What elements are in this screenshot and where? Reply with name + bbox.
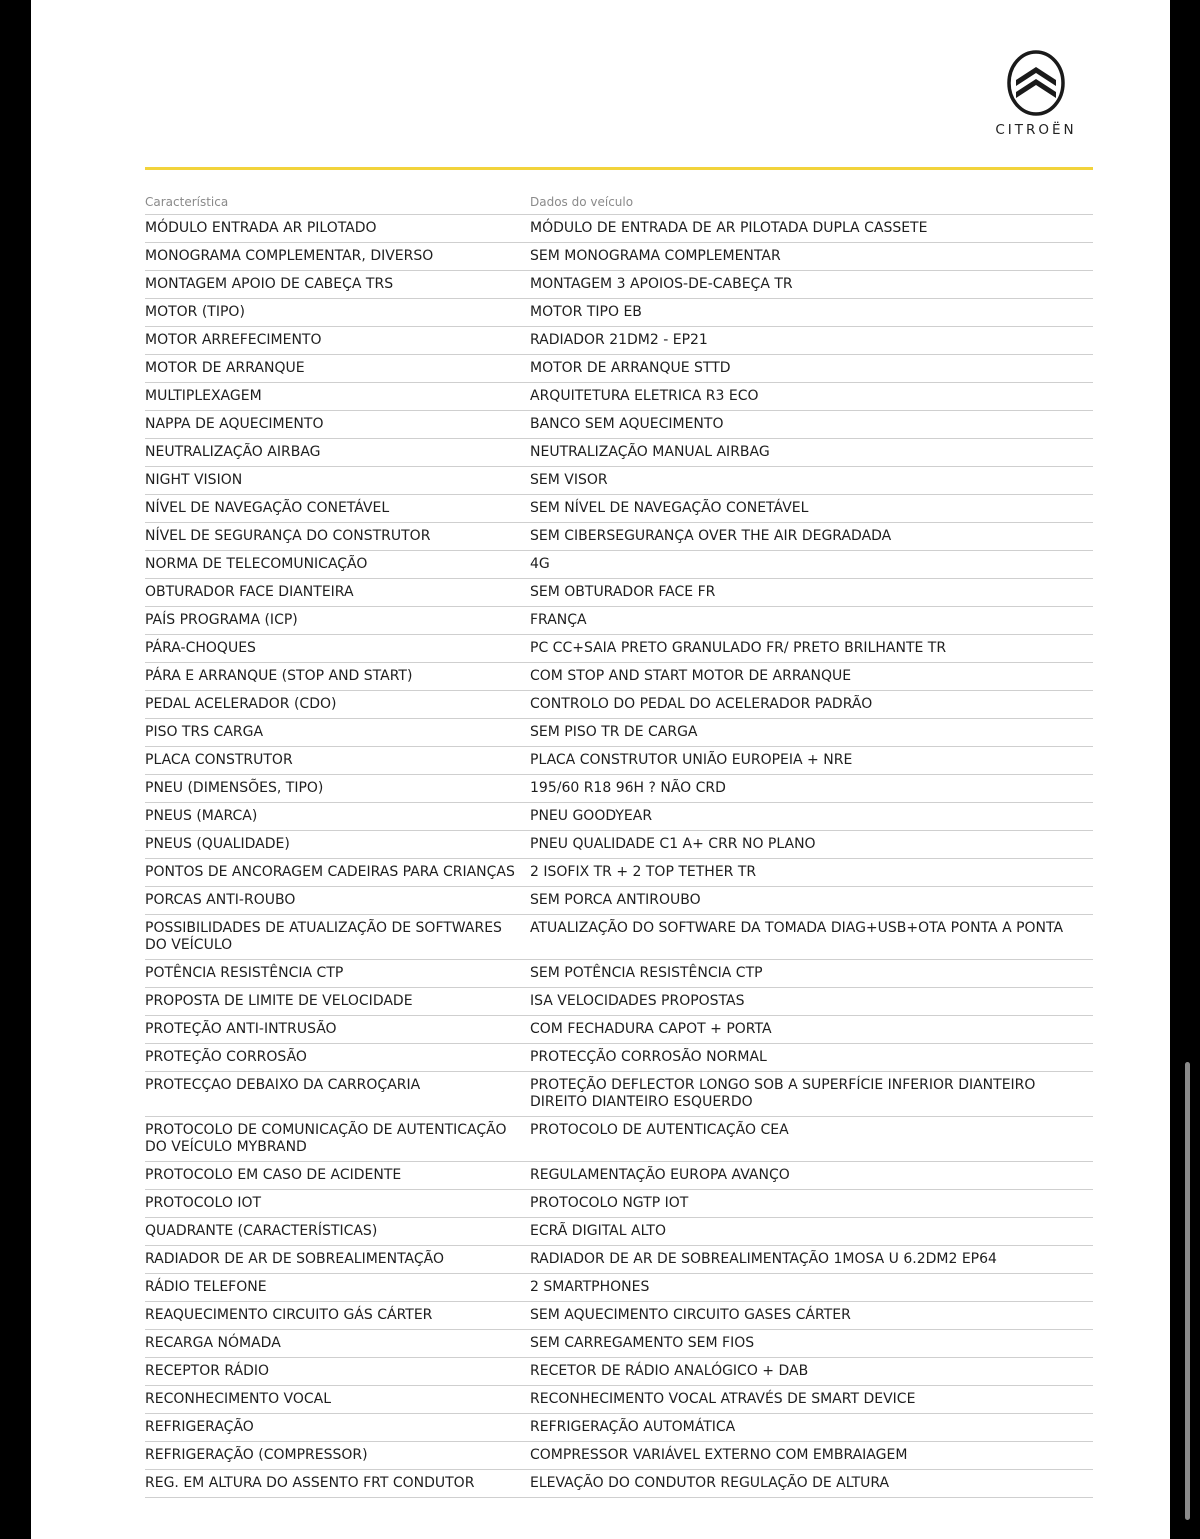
value-cell: RECETOR DE RÁDIO ANALÓGICO + DAB [530,1358,1093,1386]
table-row [145,747,1093,775]
feature-cell: RADIADOR DE AR DE SOBREALIMENTAÇÃO [145,1246,530,1274]
table-row [145,775,1093,803]
feature-cell: PONTOS DE ANCORAGEM CADEIRAS PARA CRIANÇAS [145,859,530,887]
table-row [145,495,1093,523]
feature-cell: NORMA DE TELECOMUNICAÇÃO [145,551,530,579]
value-cell: ISA VELOCIDADES PROPOSTAS [530,988,1093,1016]
feature-cell: PEDAL ACELERADOR (CDO) [145,691,530,719]
table-row [145,1117,1093,1162]
spec-table [145,188,1093,1498]
table-row [145,1190,1093,1218]
table-row [145,1072,1093,1117]
feature-cell: NIGHT VISION [145,467,530,495]
value-cell: MOTOR DE ARRANQUE STTD [530,355,1093,383]
value-cell: PNEU GOODYEAR [530,803,1093,831]
value-cell: SEM PISO TR DE CARGA [530,719,1093,747]
feature-cell: OBTURADOR FACE DIANTEIRA [145,579,530,607]
table-row [145,271,1093,299]
feature-cell: PNEUS (QUALIDADE) [145,831,530,859]
value-cell: PROTOCOLO DE AUTENTICAÇÃO CEA [530,1117,1093,1162]
table-row [145,1274,1093,1302]
feature-cell: QUADRANTE (CARACTERÍSTICAS) [145,1218,530,1246]
value-cell: CONTROLO DO PEDAL DO ACELERADOR PADRÃO [530,691,1093,719]
table-row [145,803,1093,831]
feature-cell: PROTOCOLO IOT [145,1190,530,1218]
citroen-chevrons-icon [1006,50,1066,116]
feature-cell: RÁDIO TELEFONE [145,1274,530,1302]
table-row [145,988,1093,1016]
feature-cell: RECARGA NÓMADA [145,1330,530,1358]
feature-cell: NEUTRALIZAÇÃO AIRBAG [145,439,530,467]
value-cell: SEM CARREGAMENTO SEM FIOS [530,1330,1093,1358]
table-row [145,1044,1093,1072]
table-row [145,467,1093,495]
value-cell: SEM OBTURADOR FACE FR [530,579,1093,607]
feature-cell: RECEPTOR RÁDIO [145,1358,530,1386]
value-cell: ARQUITETURA ELETRICA R3 ECO [530,383,1093,411]
header-feature: Característica [145,188,530,215]
feature-cell: NAPPA DE AQUECIMENTO [145,411,530,439]
table-row [145,579,1093,607]
table-row [145,1414,1093,1442]
table-row [145,1246,1093,1274]
feature-cell: POSSIBILIDADES DE ATUALIZAÇÃO DE SOFTWARES DO VEÍCULO [145,915,530,960]
feature-cell: REFRIGERAÇÃO (COMPRESSOR) [145,1442,530,1470]
value-cell: COM STOP AND START MOTOR DE ARRANQUE [530,663,1093,691]
table-header-row [145,188,1093,215]
value-cell: PROTECÇÃO CORROSÃO NORMAL [530,1044,1093,1072]
feature-cell: MOTOR ARREFECIMENTO [145,327,530,355]
feature-cell: REFRIGERAÇÃO [145,1414,530,1442]
table-row [145,1358,1093,1386]
value-cell: FRANÇA [530,607,1093,635]
table-row [145,411,1093,439]
value-cell: PNEU QUALIDADE C1 A+ CRR NO PLANO [530,831,1093,859]
value-cell: 195/60 R18 96H ? NÃO CRD [530,775,1093,803]
value-cell: ECRÃ DIGITAL ALTO [530,1218,1093,1246]
feature-cell: NÍVEL DE NAVEGAÇÃO CONETÁVEL [145,495,530,523]
value-cell: MOTOR TIPO EB [530,299,1093,327]
value-cell: SEM CIBERSEGURANÇA OVER THE AIR DEGRADADA [530,523,1093,551]
value-cell: ELEVAÇÃO DO CONDUTOR REGULAÇÃO DE ALTURA [530,1470,1093,1498]
value-cell: SEM VISOR [530,467,1093,495]
value-cell: REGULAMENTAÇÃO EUROPA AVANÇO [530,1162,1093,1190]
feature-cell: PISO TRS CARGA [145,719,530,747]
feature-cell: MOTOR (TIPO) [145,299,530,327]
value-cell: REFRIGERAÇÃO AUTOMÁTICA [530,1414,1093,1442]
value-cell: MONTAGEM 3 APOIOS-DE-CABEÇA TR [530,271,1093,299]
table-row [145,327,1093,355]
feature-cell: PÁRA-CHOQUES [145,635,530,663]
brand-wordmark: CITROËN [995,122,1077,138]
feature-cell: REG. EM ALTURA DO ASSENTO FRT CONDUTOR [145,1470,530,1498]
table-row [145,635,1093,663]
feature-cell: MÓDULO ENTRADA AR PILOTADO [145,215,530,243]
feature-cell: NÍVEL DE SEGURANÇA DO CONSTRUTOR [145,523,530,551]
value-cell: MÓDULO DE ENTRADA DE AR PILOTADA DUPLA CASSETE [530,215,1093,243]
table-row [145,719,1093,747]
feature-cell: PROTEÇÃO ANTI-INTRUSÃO [145,1016,530,1044]
feature-cell: MONOGRAMA COMPLEMENTAR, DIVERSO [145,243,530,271]
brand-logo [981,50,1091,150]
table-row [145,607,1093,635]
table-row [145,663,1093,691]
value-cell: RECONHECIMENTO VOCAL ATRAVÉS DE SMART DEVICE [530,1386,1093,1414]
feature-cell: PNEU (DIMENSÕES, TIPO) [145,775,530,803]
value-cell: 2 SMARTPHONES [530,1274,1093,1302]
value-cell: ATUALIZAÇÃO DO SOFTWARE DA TOMADA DIAG+USB+OTA PONTA A PONTA [530,915,1093,960]
value-cell: COMPRESSOR VARIÁVEL EXTERNO COM EMBRAIAGEM [530,1442,1093,1470]
table-row [145,1162,1093,1190]
value-cell: 2 ISOFIX TR + 2 TOP TETHER TR [530,859,1093,887]
table-row [145,523,1093,551]
value-cell: PC CC+SAIA PRETO GRANULADO FR/ PRETO BRILHANTE TR [530,635,1093,663]
feature-cell: PROTOCOLO EM CASO DE ACIDENTE [145,1162,530,1190]
value-cell: PROTEÇÃO DEFLECTOR LONGO SOB A SUPERFÍCIE INFERIOR DIANTEIRO DIREITO DIANTEIRO ESQUERDO [530,1072,1093,1117]
feature-cell: PNEUS (MARCA) [145,803,530,831]
value-cell: SEM AQUECIMENTO CIRCUITO GASES CÁRTER [530,1302,1093,1330]
feature-cell: PROPOSTA DE LIMITE DE VELOCIDADE [145,988,530,1016]
table-row [145,859,1093,887]
table-row [145,831,1093,859]
feature-cell: REAQUECIMENTO CIRCUITO GÁS CÁRTER [145,1302,530,1330]
document-page [31,0,1170,1539]
value-cell: SEM POTÊNCIA RESISTÊNCIA CTP [530,960,1093,988]
feature-cell: RECONHECIMENTO VOCAL [145,1386,530,1414]
table-row [145,1386,1093,1414]
feature-cell: MONTAGEM APOIO DE CABEÇA TRS [145,271,530,299]
feature-cell: PROTEÇÃO CORROSÃO [145,1044,530,1072]
feature-cell: PROTECÇAO DEBAIXO DA CARROÇARIA [145,1072,530,1117]
feature-cell: PROTOCOLO DE COMUNICAÇÃO DE AUTENTICAÇÃO DO VEÍCULO MYBRAND [145,1117,530,1162]
feature-cell: PLACA CONSTRUTOR [145,747,530,775]
value-cell: SEM MONOGRAMA COMPLEMENTAR [530,243,1093,271]
value-cell: NEUTRALIZAÇÃO MANUAL AIRBAG [530,439,1093,467]
value-cell: COM FECHADURA CAPOT + PORTA [530,1016,1093,1044]
feature-cell: POTÊNCIA RESISTÊNCIA CTP [145,960,530,988]
table-row [145,355,1093,383]
table-row [145,915,1093,960]
value-cell: 4G [530,551,1093,579]
value-cell: PLACA CONSTRUTOR UNIÃO EUROPEIA + NRE [530,747,1093,775]
table-row [145,1302,1093,1330]
feature-cell: MOTOR DE ARRANQUE [145,355,530,383]
table-row [145,551,1093,579]
value-cell: SEM NÍVEL DE NAVEGAÇÃO CONETÁVEL [530,495,1093,523]
table-row [145,383,1093,411]
value-cell: RADIADOR 21DM2 - EP21 [530,327,1093,355]
table-row [145,1218,1093,1246]
table-row [145,243,1093,271]
value-cell: BANCO SEM AQUECIMENTO [530,411,1093,439]
table-row [145,1016,1093,1044]
value-cell: SEM PORCA ANTIROUBO [530,887,1093,915]
feature-cell: PÁRA E ARRANQUE (STOP AND START) [145,663,530,691]
accent-divider [145,167,1093,170]
table-row [145,887,1093,915]
table-row [145,1330,1093,1358]
value-cell: PROTOCOLO NGTP IOT [530,1190,1093,1218]
scrollbar[interactable] [1185,1062,1190,1520]
feature-cell: PORCAS ANTI-ROUBO [145,887,530,915]
table-row [145,960,1093,988]
value-cell: RADIADOR DE AR DE SOBREALIMENTAÇÃO 1MOSA U 6.2DM2 EP64 [530,1246,1093,1274]
table-row [145,691,1093,719]
feature-cell: PAÍS PROGRAMA (ICP) [145,607,530,635]
feature-cell: MULTIPLEXAGEM [145,383,530,411]
table-row [145,299,1093,327]
table-body [145,215,1093,1498]
table-row [145,1442,1093,1470]
table-row [145,215,1093,243]
header-value: Dados do veículo [530,188,1093,215]
table-row [145,1470,1093,1498]
table-row [145,439,1093,467]
